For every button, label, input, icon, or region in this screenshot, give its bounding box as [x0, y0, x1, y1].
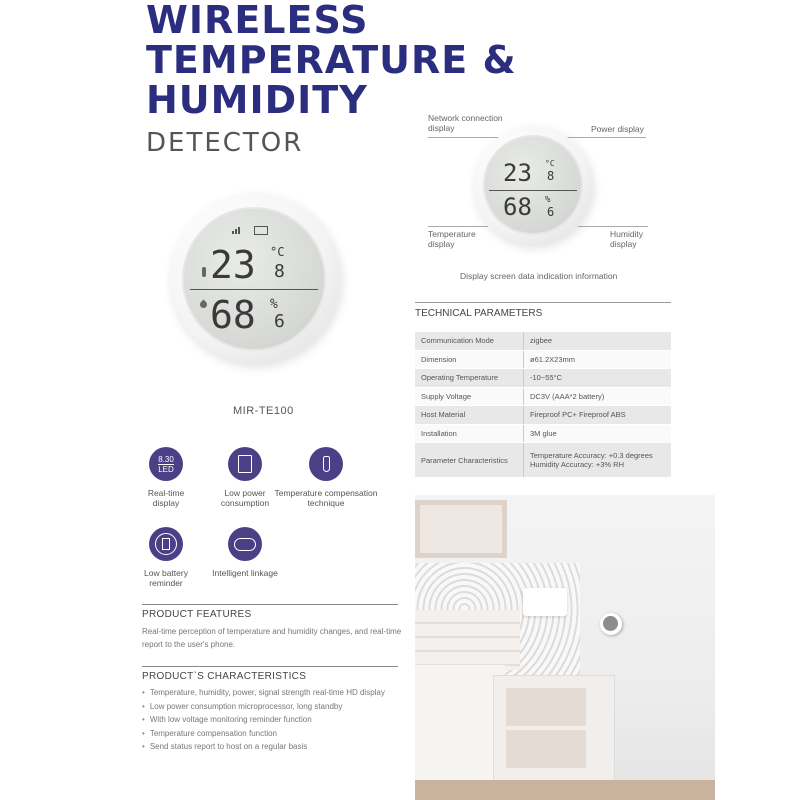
floor — [415, 780, 715, 800]
annotation-temperature: Temperature display — [428, 229, 476, 249]
annotation-network: Network connection display — [428, 113, 503, 133]
feature-label: Low power consumption — [220, 488, 270, 508]
list-item: • Low power consumption microprocessor, long standby — [142, 700, 385, 714]
wall-sensor — [600, 613, 622, 635]
product-features-text: Real-time perception of temperature and humidity changes, and real-time report to the user's phone. — [142, 627, 402, 649]
humidity-decimal: 6 — [547, 205, 555, 219]
table-row: Supply Voltage DC3V (AAA*2 battery) — [415, 387, 671, 406]
table-row: Host Material Fireproof PC+ Fireproof ABS — [415, 406, 671, 425]
subtitle: DETECTOR — [146, 128, 304, 158]
wall-art — [415, 500, 507, 558]
feature-label: Intelligent linkage — [212, 568, 278, 578]
list-item: • Send status report to host on a regular basis — [142, 740, 385, 754]
divider — [415, 302, 671, 303]
characteristics-heading: PRODUCT`S CHARACTERISTICS — [142, 671, 307, 682]
lcd-screen — [483, 135, 583, 235]
cloud-network-icon — [228, 527, 262, 561]
table-row: Parameter Characteristics Temperature Accuracy: +0.3 degrees Humidity Accuracy: +3% RH — [415, 443, 671, 478]
signal-icon — [232, 226, 244, 234]
humidity-value: 68 — [503, 193, 532, 221]
temperature-decimal: 8 — [547, 169, 555, 183]
feature-temperature-compensation — [271, 447, 381, 508]
characteristics-list — [142, 686, 385, 754]
battery-reminder-icon — [149, 527, 183, 561]
temperature-value: 23 — [210, 243, 256, 287]
title-line-1: WIRELESS — [146, 0, 369, 42]
lamp — [523, 588, 567, 616]
humidity-decimal: 6 — [274, 311, 285, 332]
divider — [142, 604, 398, 605]
feature-label: Temperature compensation technique — [274, 488, 378, 508]
thermometer-icon — [309, 447, 343, 481]
annotation-power: Power display — [591, 124, 644, 134]
thermometer-icon — [202, 267, 206, 277]
technical-parameters-table — [415, 332, 671, 478]
feature-label: Low battery reminder — [144, 568, 188, 588]
list-item: • Temperature compensation function — [142, 727, 385, 741]
table-row: Installation 3M glue — [415, 424, 671, 443]
water-drop-icon — [199, 300, 209, 310]
lcd-divider — [190, 289, 318, 290]
drawer — [506, 730, 586, 768]
temperature-unit: °C — [545, 159, 555, 168]
humidity-unit: % — [545, 195, 551, 205]
list-item: • Temperature, humidity, power, signal strength real-time HD display — [142, 686, 385, 700]
lcd-divider — [489, 190, 577, 191]
product-features-heading: PRODUCT FEATURES — [142, 609, 252, 620]
headboard-panel — [415, 610, 520, 670]
title-line-2: TEMPERATURE & — [146, 38, 517, 82]
bedroom-photo — [415, 495, 715, 800]
table-row: Communication Mode zigbee — [415, 332, 671, 350]
table-row: Operating Temperature -10~55°C — [415, 369, 671, 388]
feature-intelligent-linkage — [190, 527, 300, 578]
feature-label: Real-time display — [147, 488, 185, 508]
humidity-unit: % — [270, 297, 278, 312]
annotation-line — [566, 137, 646, 138]
table-row: Dimension ø61.2X23mm — [415, 350, 671, 369]
title-line-3: HUMIDITY — [146, 78, 368, 122]
nightstand — [493, 675, 615, 782]
temperature-value: 23 — [503, 159, 532, 187]
divider — [142, 666, 398, 667]
led-display-icon: 8.30 LED — [149, 447, 183, 481]
model-number: MIR-TE100 — [233, 405, 294, 417]
temperature-unit: °C — [270, 245, 285, 259]
annotation-line — [578, 226, 648, 227]
temperature-decimal: 8 — [274, 261, 285, 282]
diagram-device-image — [474, 126, 592, 244]
clipboard-power-icon — [228, 447, 262, 481]
humidity-value: 68 — [210, 293, 256, 337]
diagram-caption: Display screen data indication information — [460, 271, 618, 281]
device-image — [170, 193, 340, 363]
list-item: • With low voltage monitoring reminder function — [142, 713, 385, 727]
annotation-line — [428, 226, 488, 227]
lcd-screen — [182, 207, 326, 351]
drawer — [506, 688, 586, 726]
battery-icon — [254, 226, 268, 235]
technical-parameters-heading: TECHNICAL PARAMETERS — [415, 308, 543, 319]
annotation-humidity: Humidity display — [610, 229, 644, 249]
